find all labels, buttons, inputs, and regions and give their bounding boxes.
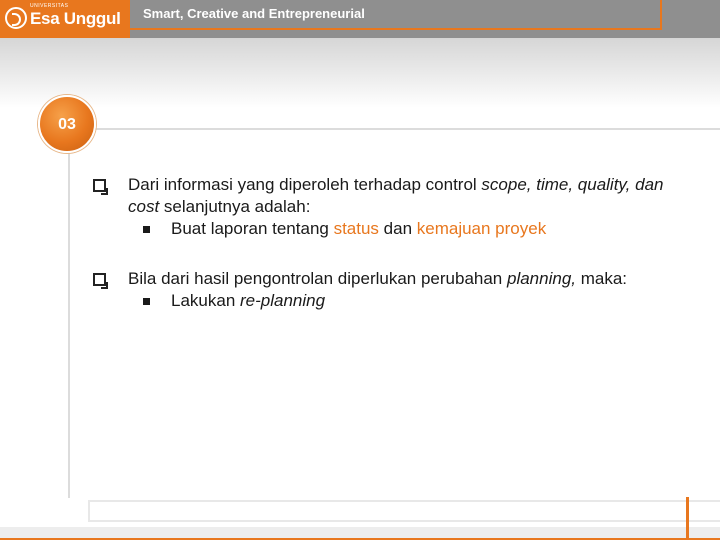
- bottom-accent-vertical: [686, 497, 689, 540]
- bullet1-italic: scope, time, quality, dan cost: [128, 175, 664, 216]
- sub1-text1: Buat laporan tentang: [171, 219, 334, 238]
- sub-item-1: [128, 218, 690, 240]
- sub1-text2: dan: [378, 219, 417, 238]
- logo-emblem-icon: [5, 7, 27, 29]
- grey-band: [0, 38, 720, 108]
- tagline: Smart, Creative and Entrepreneurial: [143, 6, 365, 21]
- checkbox-bullet-icon: [93, 273, 106, 286]
- bullet1-text2: selanjutnya adalah:: [159, 197, 311, 216]
- sub-item-2: [128, 290, 690, 312]
- slide-content: [90, 174, 690, 312]
- bullet1-text1: Dari informasi yang diperoleh terhadap control: [128, 175, 482, 194]
- bottom-frame: [88, 500, 720, 522]
- sub1-status: status: [333, 219, 379, 238]
- sub2-text1: Lakukan: [171, 291, 240, 310]
- frame-left-line: [68, 128, 70, 498]
- slide-number: 03: [58, 116, 76, 133]
- divider-line: [70, 128, 720, 130]
- checkbox-bullet-icon: [93, 179, 106, 192]
- bullet-item-1: [90, 174, 690, 240]
- square-bullet-icon: [143, 226, 150, 233]
- logo-small-text: UNIVERSITAS: [30, 3, 69, 9]
- bullet2-text2: maka:: [576, 269, 628, 288]
- sub1-progress: kemajuan proyek: [416, 219, 547, 238]
- square-bullet-icon: [143, 298, 150, 305]
- bullet-item-2: [90, 268, 690, 312]
- bullet2-italic: planning,: [507, 269, 577, 288]
- logo-name: Esa Unggul: [30, 9, 121, 28]
- university-logo: [0, 0, 130, 38]
- bullet2-text1: Bila dari hasil pengontrolan diperlukan perubahan: [128, 269, 507, 288]
- sub2-italic: re-planning: [240, 291, 326, 310]
- slide-number-badge: [38, 95, 96, 153]
